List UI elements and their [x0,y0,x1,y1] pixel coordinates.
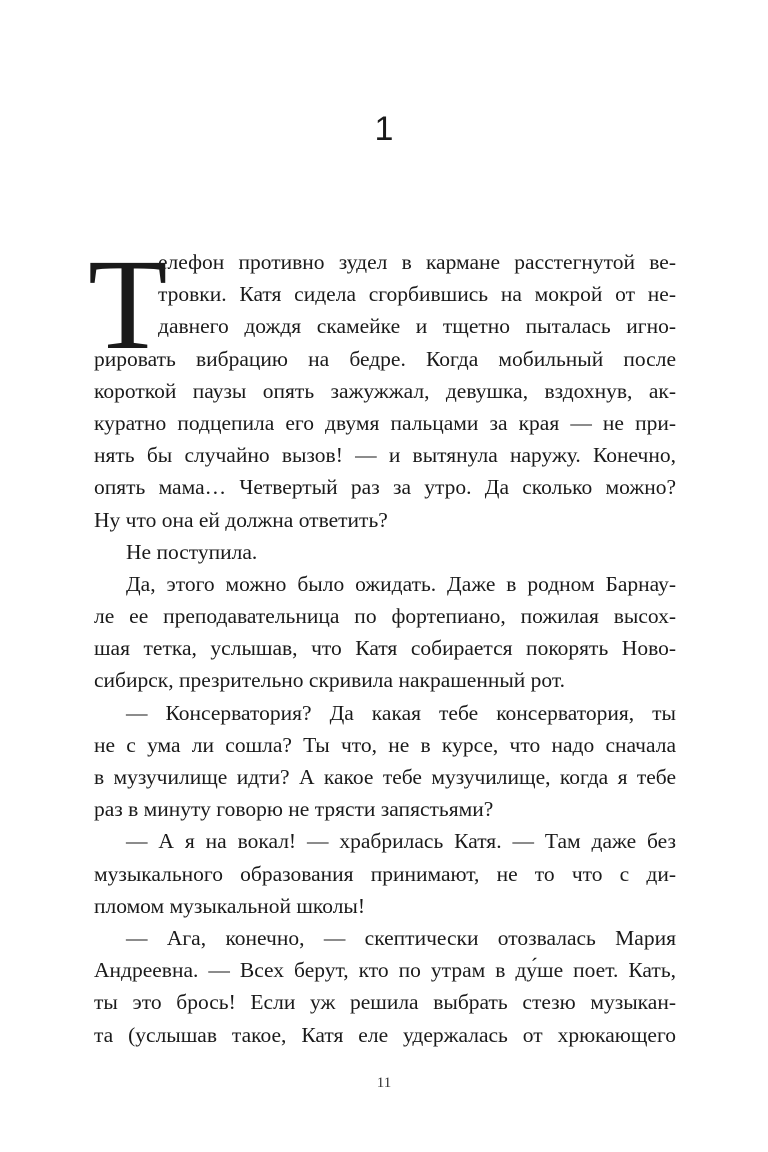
text-line: — Консерватория? Да какая тебе консерватория, ты [126,700,676,725]
text-line: — А я на вокал! — храбрилась Катя. — Там даже без [126,829,676,854]
text-line: давнего дождя скамейке и тщетно пыталась игно- [158,314,676,339]
text-line: музыкального образования принимают, не то что с ди- [94,861,676,886]
text-line: Андреевна. — Всех берут, кто по утрам в ду́ше поет. Кать, [94,958,676,983]
text-line: елефон противно зудел в кармане расстегнутой ве- [158,250,676,274]
page-number: 11 [376,1075,392,1091]
text-line: ле ее преподавательница по фортепиано, пожилая высох- [94,604,676,629]
text-line: опять мама… Четвертый раз за утро. Да сколько можно? [94,475,676,500]
text-line: рировать вибрацию на бедре. Когда мобильный после [94,346,676,371]
page-body [88,233,676,1051]
text-line: та (услышав такое, Катя еле удержалась от хрюкающего [94,1022,676,1047]
text-line: ты это брось! Если уж решила выбрать стезю музыкан- [94,990,676,1015]
text-line: куратно подцепила его двумя пальцами за края — не при- [94,410,676,435]
chapter-number: 1 [374,110,394,148]
text-line: Не поступила. [126,539,258,564]
text-line: нять бы случайно вызов! — и вытянула наружу. Конечно, [94,443,676,468]
text-line: в музучилище идти? А какое тебе музучилище, когда я тебе [94,765,676,789]
text-line: раз в минуту говорю не трясти запястьями? [94,797,494,822]
text-line: пломом музыкальной школы! [94,893,366,918]
text-line: не с ума ли сошла? Ты что, не в курсе, что надо сначала [94,732,676,757]
text-line: — Ага, конечно, — скептически отозвалась Мария [126,925,676,950]
text-line: короткой паузы опять зажужжал, девушка, вздохнув, ак- [94,378,676,403]
text-line: сибирск, презрительно скривила накрашенный рот. [94,668,566,693]
text-line: Ну что она ей должна ответить? [94,507,388,532]
text-line: шая тетка, услышав, что Катя собирается покорять Ново- [94,636,676,661]
drop-cap: Т [88,233,168,377]
text-line: Да, этого можно было ожидать. Даже в родном Барнау- [126,571,676,596]
text-line: тровки. Катя сидела сгорбившись на мокрой от не- [158,282,676,307]
